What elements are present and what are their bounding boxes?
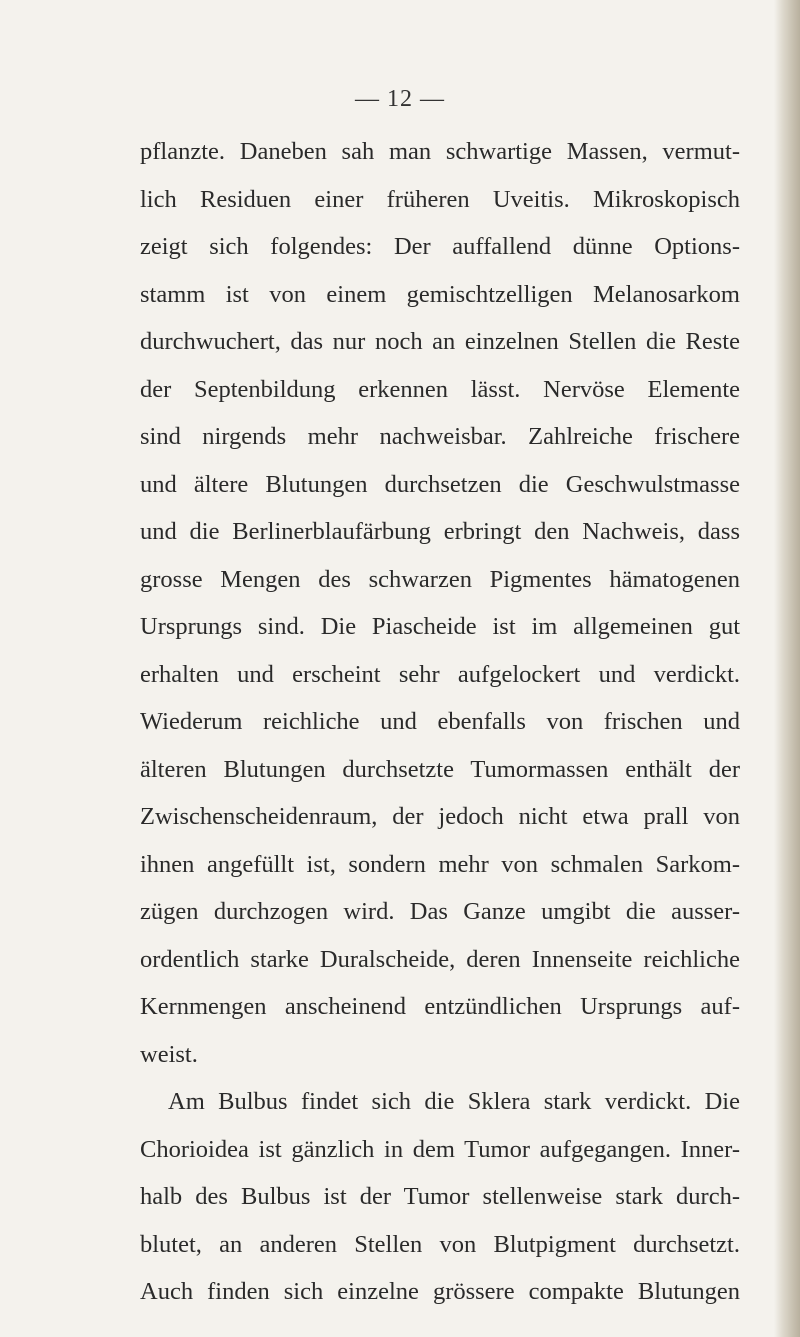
text-line: älteren Blutungen durchsetzte Tumormassen enthält der [140, 755, 740, 783]
text-line: und ältere Blutungen durchsetzen die Geschwulstmasse [140, 470, 740, 498]
text-line: blutet, an anderen Stellen von Blutpigment durchsetzt. [140, 1230, 740, 1258]
paragraph-end-line: weist. [140, 1040, 198, 1068]
text-line: ordentlich starke Duralscheide, deren Innenseite reichliche [140, 945, 740, 973]
text-line: und die Berlinerblaufärbung erbringt den Nachweis, dass [140, 518, 740, 545]
text-line: Kernmengen anscheinend entzündlichen Ursprungs auf- [140, 993, 740, 1020]
text-line: grosse Mengen des schwarzen Pigmentes hämatogenen [140, 565, 740, 593]
page-number: — 12 — [355, 86, 445, 112]
text-line: halb des Bulbus ist der Tumor stellenweise stark durch- [140, 1183, 740, 1210]
text-line: Wiederum reichliche und ebenfalls von frischen und [140, 708, 740, 735]
text-line: der Septenbildung erkennen lässt. Nervöse Elemente [140, 375, 740, 403]
text-line: zeigt sich folgendes: Der auffallend dünne Options- [140, 233, 740, 260]
text-line: erhalten und erscheint sehr aufgelockert und verdickt. [140, 660, 740, 688]
text-line: zügen durchzogen wird. Das Ganze umgibt die ausser- [140, 898, 740, 925]
text-line: Ursprungs sind. Die Piascheide ist im allgemeinen gut [140, 613, 740, 640]
text-line: durchwuchert, das nur noch an einzelnen Stellen die Reste [140, 328, 740, 355]
body-text [140, 128, 740, 1316]
text-line: lich Residuen einer früheren Uveitis. Mikroskopisch [140, 185, 740, 213]
text-line: Auch finden sich einzelne grössere compakte Blutungen [140, 1278, 740, 1305]
paragraph-start-line: Am Bulbus findet sich die Sklera stark verdickt. Die [168, 1088, 740, 1115]
text-line: ihnen angefüllt ist, sondern mehr von schmalen Sarkom- [140, 850, 740, 878]
text-line: sind nirgends mehr nachweisbar. Zahlreiche frischere [140, 423, 740, 450]
page-edge-shadow [774, 0, 800, 1337]
text-line: Chorioidea ist gänzlich in dem Tumor aufgegangen. Inner- [140, 1135, 740, 1163]
text-line: Zwischenscheidenraum, der jedoch nicht etwa prall von [140, 803, 740, 830]
text-line: pflanzte. Daneben sah man schwartige Massen, vermut- [140, 138, 740, 165]
text-line: stamm ist von einem gemischtzelligen Melanosarkom [140, 280, 740, 308]
